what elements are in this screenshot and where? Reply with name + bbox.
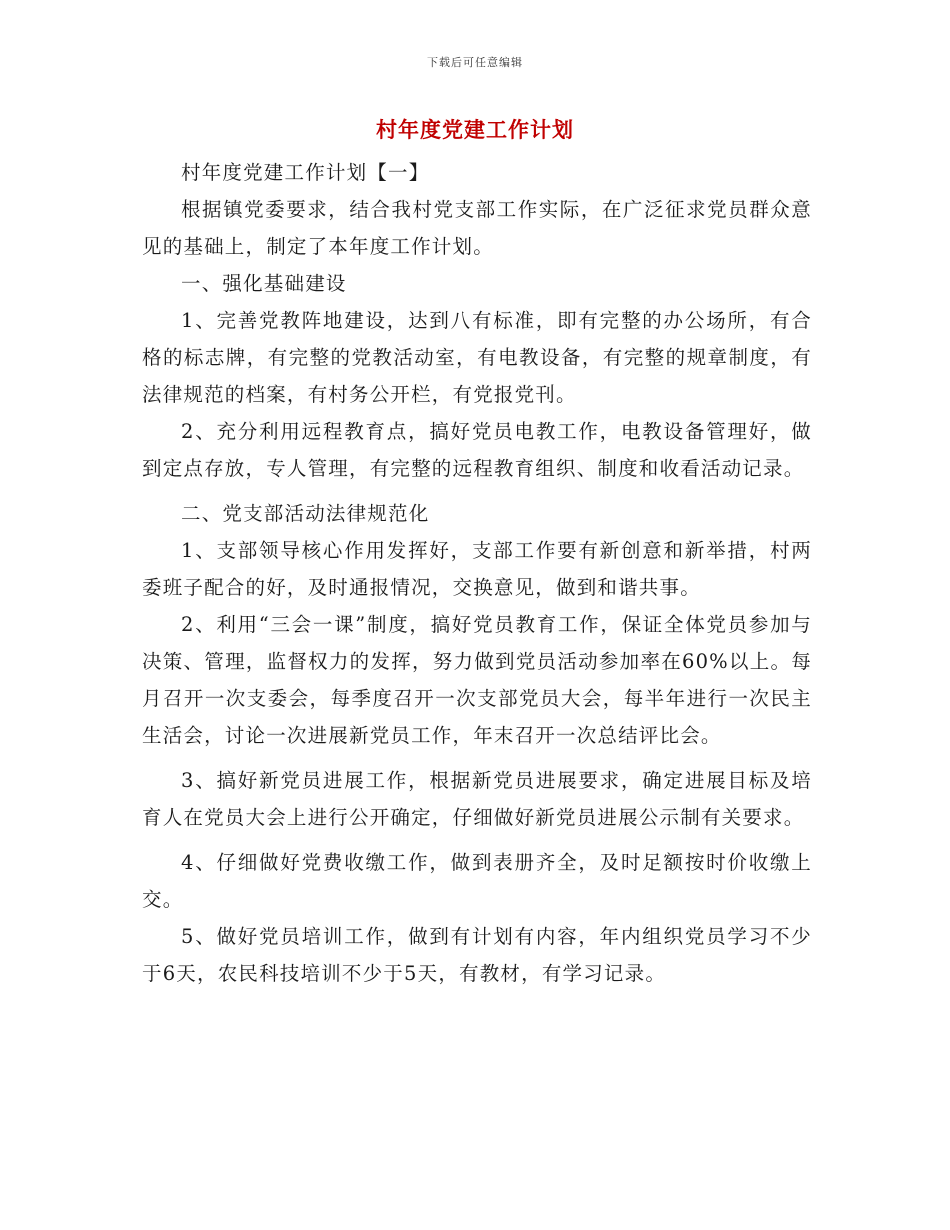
- document-title: 村年度党建工作计划: [376, 117, 574, 142]
- paragraph: 2、利用“三会一课”制度，搞好党员教育工作，保证全体党员参加与决策、管理，监督权力的发挥，努力做到党员活动参加率在60%以上。每月召开一次支委会，每季度召开一次支部党员大会，每半年进行一次民主生活会，讨论一次进展新党员工作，年末召开一次总结评比会。: [142, 613, 812, 747]
- section-heading: 二、党支部活动法律规范化: [181, 502, 430, 525]
- paragraph: 1、支部领导核心作用发挥好，支部工作要有新创意和新举措，村两委班子配合的好，及时通报情况，交换意见，做到和谐共事。: [142, 539, 812, 599]
- header-note: 下载后可任意编辑: [427, 56, 523, 69]
- paragraph: 4、仔细做好党费收缴工作，做到表册齐全，及时足额按时价收缴上交。: [142, 851, 812, 911]
- section-heading: 一、强化基础建设: [181, 272, 347, 295]
- paragraph: 根据镇党委要求，结合我村党支部工作实际，在广泛征求党员群众意见的基础上，制定了本年度工作计划。: [142, 198, 812, 258]
- paragraph: 1、完善党教阵地建设，达到八有标准，即有完整的办公场所，有合格的标志牌，有完整的党教活动室，有电教设备，有完整的规章制度，有法律规范的档案，有村务公开栏，有党报党刊。: [142, 309, 812, 406]
- paragraph: 2、充分利用远程教育点，搞好党员电教工作，电教设备管理好，做到定点存放，专人管理，有完整的远程教育组织、制度和收看活动记录。: [142, 420, 812, 480]
- paragraph: 3、搞好新党员进展工作，根据新党员进展要求，确定进展目标及培育人在党员大会上进行公开确定，仔细做好新党员进展公示制有关要求。: [142, 769, 812, 829]
- section-heading: 村年度党建工作计划【一】: [181, 161, 430, 184]
- paragraph: 5、做好党员培训工作，做到有计划有内容，年内组织党员学习不少于6天，农民科技培训不少于5天，有教材，有学习记录。: [142, 925, 812, 985]
- document-body: [142, 154, 812, 992]
